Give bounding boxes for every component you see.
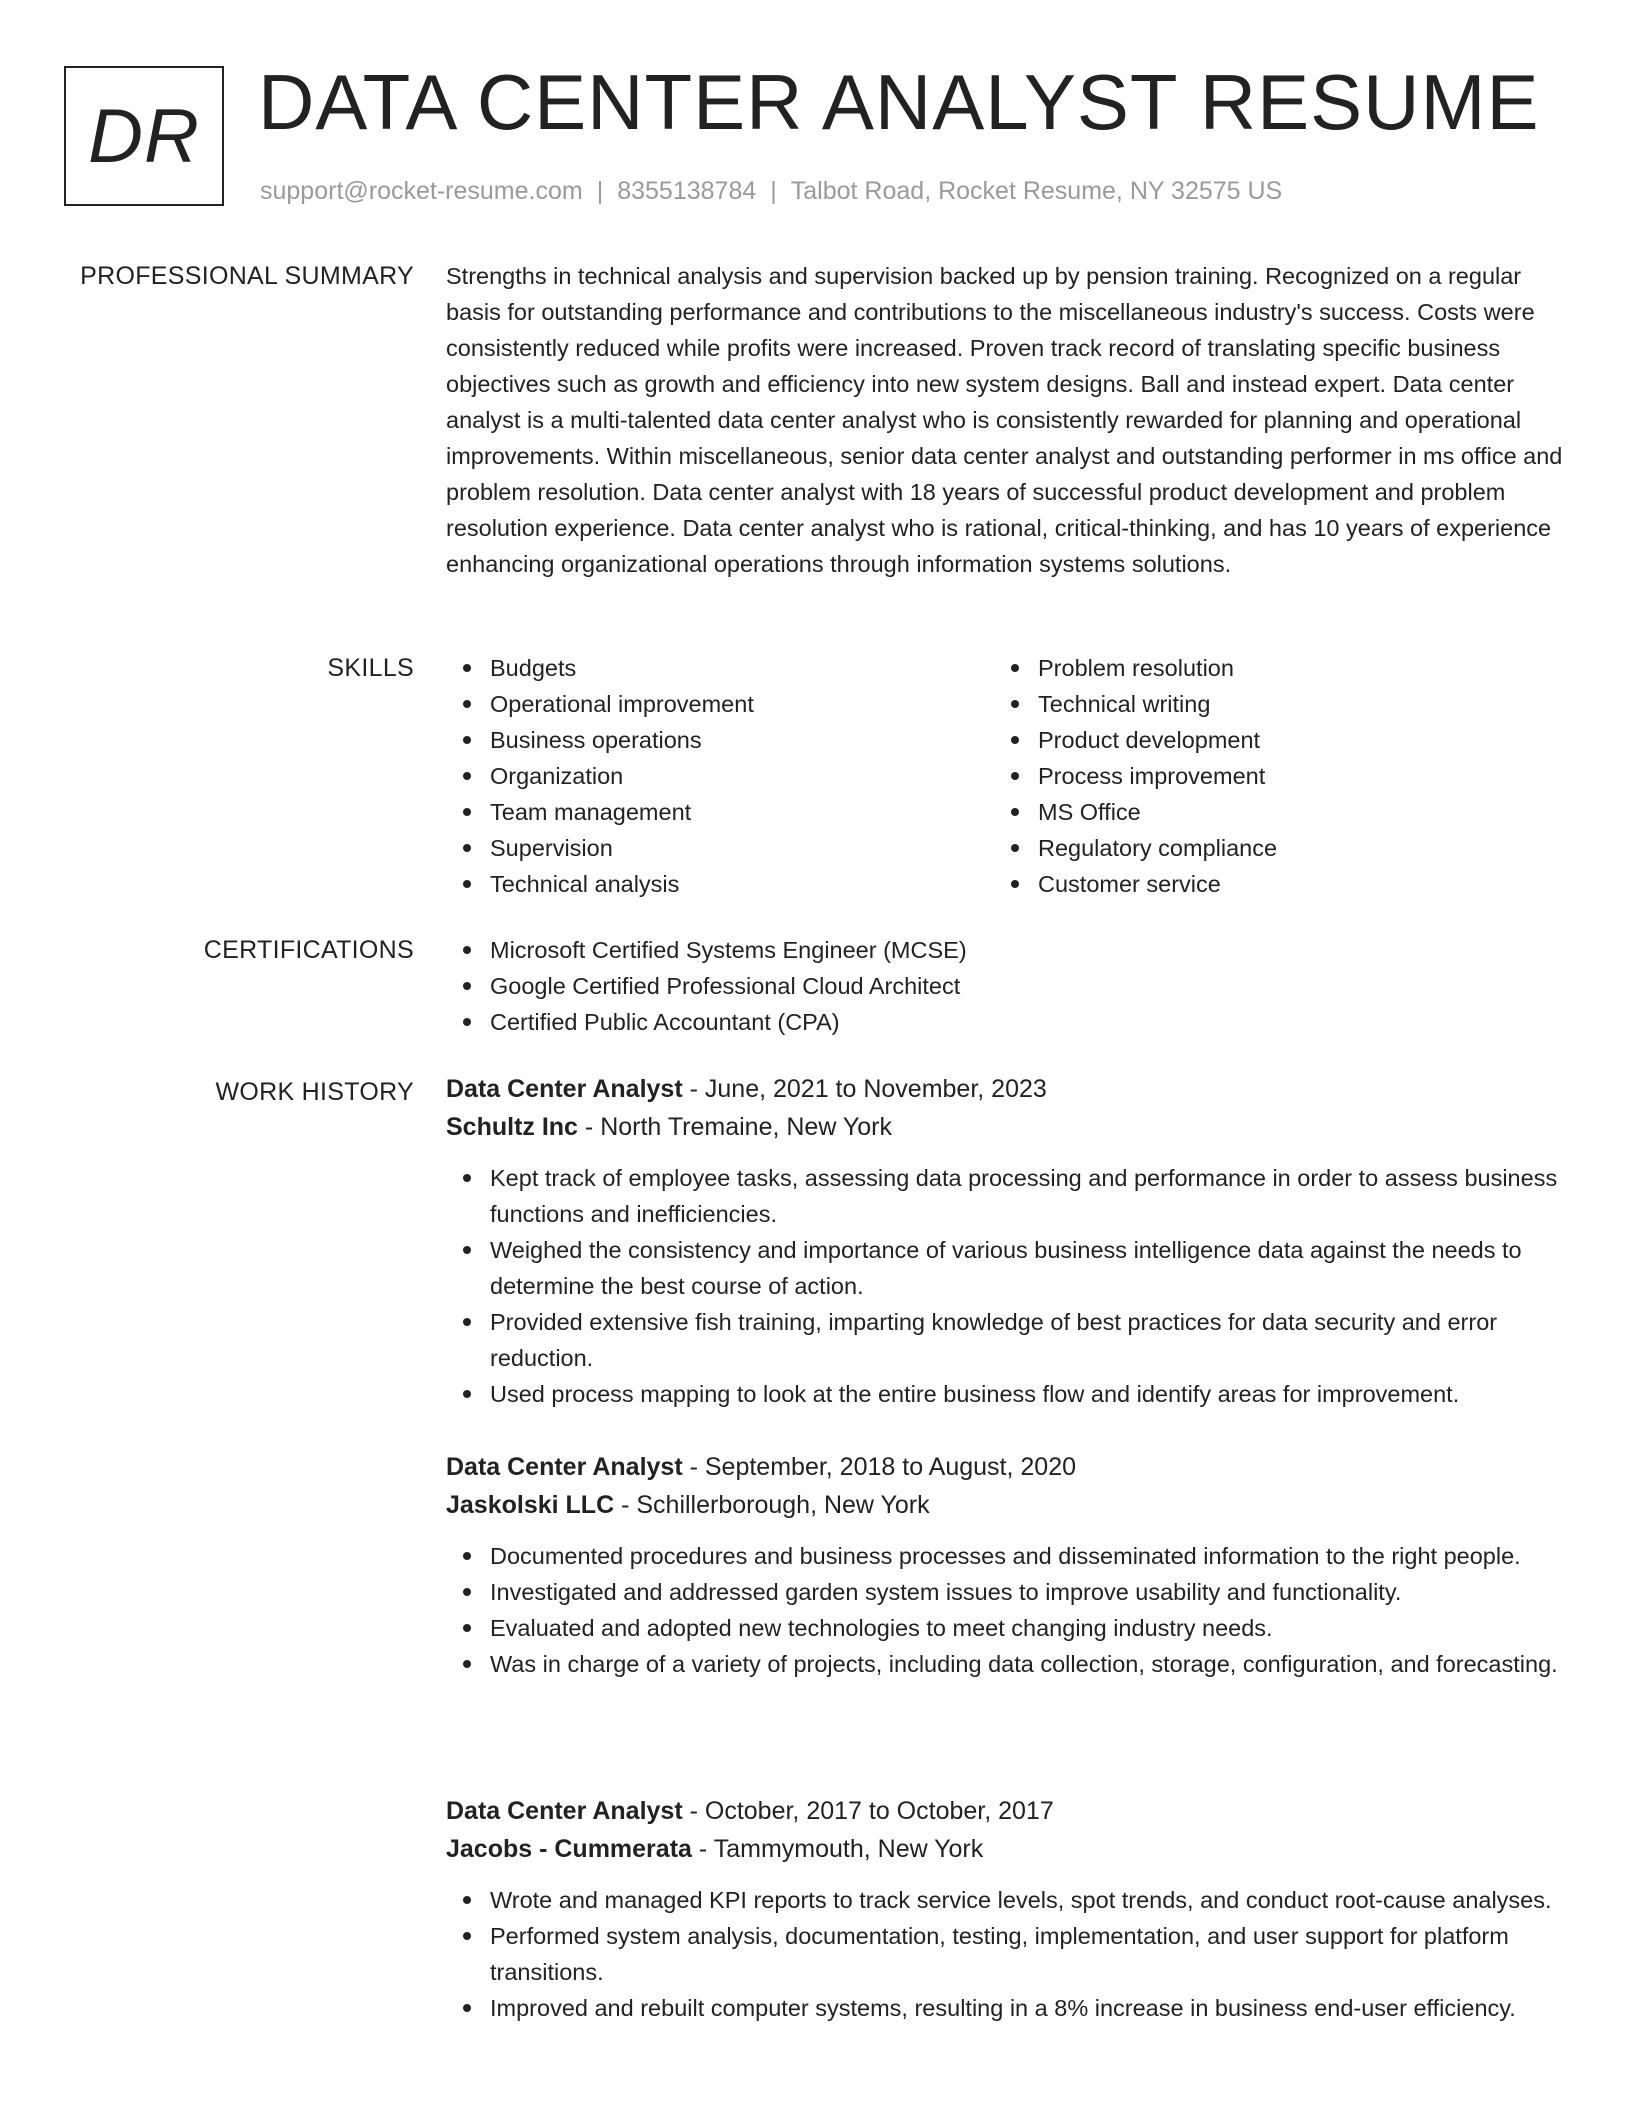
job-title: Data Center Analyst	[446, 1453, 683, 1481]
job-location: - North Tremaine, New York	[584, 1113, 892, 1141]
skill-item: Organization	[446, 758, 994, 794]
job-duty-item: Kept track of employee tasks, assessing data processing and performance in order to assess business functions and inefficiencies.	[446, 1160, 1566, 1232]
skill-item: Technical writing	[994, 686, 1542, 722]
skill-item: Regulatory compliance	[994, 830, 1542, 866]
skills-list-right	[994, 650, 1542, 902]
certifications-heading: CERTIFICATIONS	[203, 936, 414, 964]
skill-item: Budgets	[446, 650, 994, 686]
summary-text: Strengths in technical analysis and supervision backed up by pension training. Recognized on a regular basis for outstanding performance and contributions to the miscellaneous industry's success. Costs were consistently reduced while profits were increased. Proven track record of translating specific business objectives such as growth and efficiency into new system designs. Ball and instead expert. Data center analyst is a multi-talented data center analyst who is consistently rewarded for planning and operational improvements. Within miscellaneous, senior data center analyst and outstanding performer in ms office and problem resolution. Data center analyst with 18 years of successful product development and problem resolution experience. Data center analyst who is rational, critical-thinking, and has 10 years of experience enhancing organizational operations through information systems solutions.	[446, 263, 1563, 577]
job-dates: - September, 2018 to August, 2020	[689, 1453, 1076, 1481]
job-duty-item: Performed system analysis, documentation, testing, implementation, and user support for platform transitions.	[446, 1918, 1566, 1990]
job-dates: - June, 2021 to November, 2023	[689, 1075, 1047, 1103]
skills-heading: SKILLS	[327, 654, 414, 682]
job-duty-item: Investigated and addressed garden system issues to improve usability and functionality.	[446, 1574, 1566, 1610]
certification-item: Google Certified Professional Cloud Architect	[446, 968, 1566, 1004]
job-duty-item: Used process mapping to look at the entire business flow and identify areas for improvement.	[446, 1376, 1566, 1412]
contact-address: Talbot Road, Rocket Resume, NY 32575 US	[790, 177, 1283, 205]
job-company: Jacobs - Cummerata	[446, 1835, 692, 1863]
monogram-badge: DR	[64, 66, 224, 206]
skill-item: Business operations	[446, 722, 994, 758]
job-title: Data Center Analyst	[446, 1075, 683, 1103]
job-title-line	[446, 1070, 1566, 1108]
skill-item: MS Office	[994, 794, 1542, 830]
skill-item: Customer service	[994, 866, 1542, 902]
certifications-list	[446, 932, 1566, 1040]
job-dates: - October, 2017 to October, 2017	[689, 1797, 1054, 1825]
contact-phone[interactable]: 8355138784	[617, 177, 757, 205]
job-duties-list	[446, 1538, 1566, 1682]
skills-body	[446, 650, 1566, 902]
skill-item: Operational improvement	[446, 686, 994, 722]
job-title-line	[446, 1792, 1566, 1830]
contact-line	[260, 174, 1282, 208]
job-entry	[446, 1792, 1566, 2026]
skills-list-left	[446, 650, 994, 902]
skill-item: Process improvement	[994, 758, 1542, 794]
job-duty-item: Weighed the consistency and importance of various business intelligence data against the needs to determine the best course of action.	[446, 1232, 1566, 1304]
job-duty-item: Improved and rebuilt computer systems, resulting in a 8% increase in business end-user efficiency.	[446, 1990, 1566, 2026]
job-location: - Schillerborough, New York	[621, 1491, 930, 1519]
job-location: - Tammymouth, New York	[698, 1835, 984, 1863]
contact-separator: |	[596, 177, 604, 205]
job-company: Schultz Inc	[446, 1113, 578, 1141]
skill-item: Team management	[446, 794, 994, 830]
job-duty-item: Evaluated and adopted new technologies to meet changing industry needs.	[446, 1610, 1566, 1646]
job-title-line	[446, 1448, 1566, 1486]
job-company-line	[446, 1830, 1566, 1868]
job-duty-item: Documented procedures and business processes and disseminated information to the right people.	[446, 1538, 1566, 1574]
job-company: Jaskolski LLC	[446, 1491, 615, 1519]
skill-item: Product development	[994, 722, 1542, 758]
job-duty-item: Was in charge of a variety of projects, including data collection, storage, configuration, and forecasting.	[446, 1646, 1566, 1682]
skill-item: Technical analysis	[446, 866, 994, 902]
job-company-line	[446, 1108, 1566, 1146]
skill-item: Supervision	[446, 830, 994, 866]
job-duty-item: Provided extensive fish training, imparting knowledge of best practices for data security and error reduction.	[446, 1304, 1566, 1376]
job-duty-item: Wrote and managed KPI reports to track service levels, spot trends, and conduct root-cause analyses.	[446, 1882, 1566, 1918]
certifications-body	[446, 932, 1566, 1040]
summary-heading: PROFESSIONAL SUMMARY	[80, 262, 414, 290]
job-company-line	[446, 1486, 1566, 1524]
work-history-body	[446, 1074, 1566, 2112]
certification-item: Microsoft Certified Systems Engineer (MCSE)	[446, 932, 1566, 968]
job-duties-list	[446, 1160, 1566, 1412]
job-entry	[446, 1448, 1566, 1682]
work-history-heading: WORK HISTORY	[215, 1078, 414, 1106]
job-duties-list	[446, 1882, 1566, 2026]
contact-separator: |	[770, 177, 777, 205]
skill-item: Problem resolution	[994, 650, 1542, 686]
contact-email[interactable]: support@rocket-resume.com	[260, 177, 583, 205]
resume-title: DATA CENTER ANALYST RESUME	[258, 58, 1540, 146]
summary-body	[446, 258, 1566, 582]
certification-item: Certified Public Accountant (CPA)	[446, 1004, 1566, 1040]
job-title: Data Center Analyst	[446, 1797, 683, 1825]
job-entry	[446, 1070, 1566, 1412]
